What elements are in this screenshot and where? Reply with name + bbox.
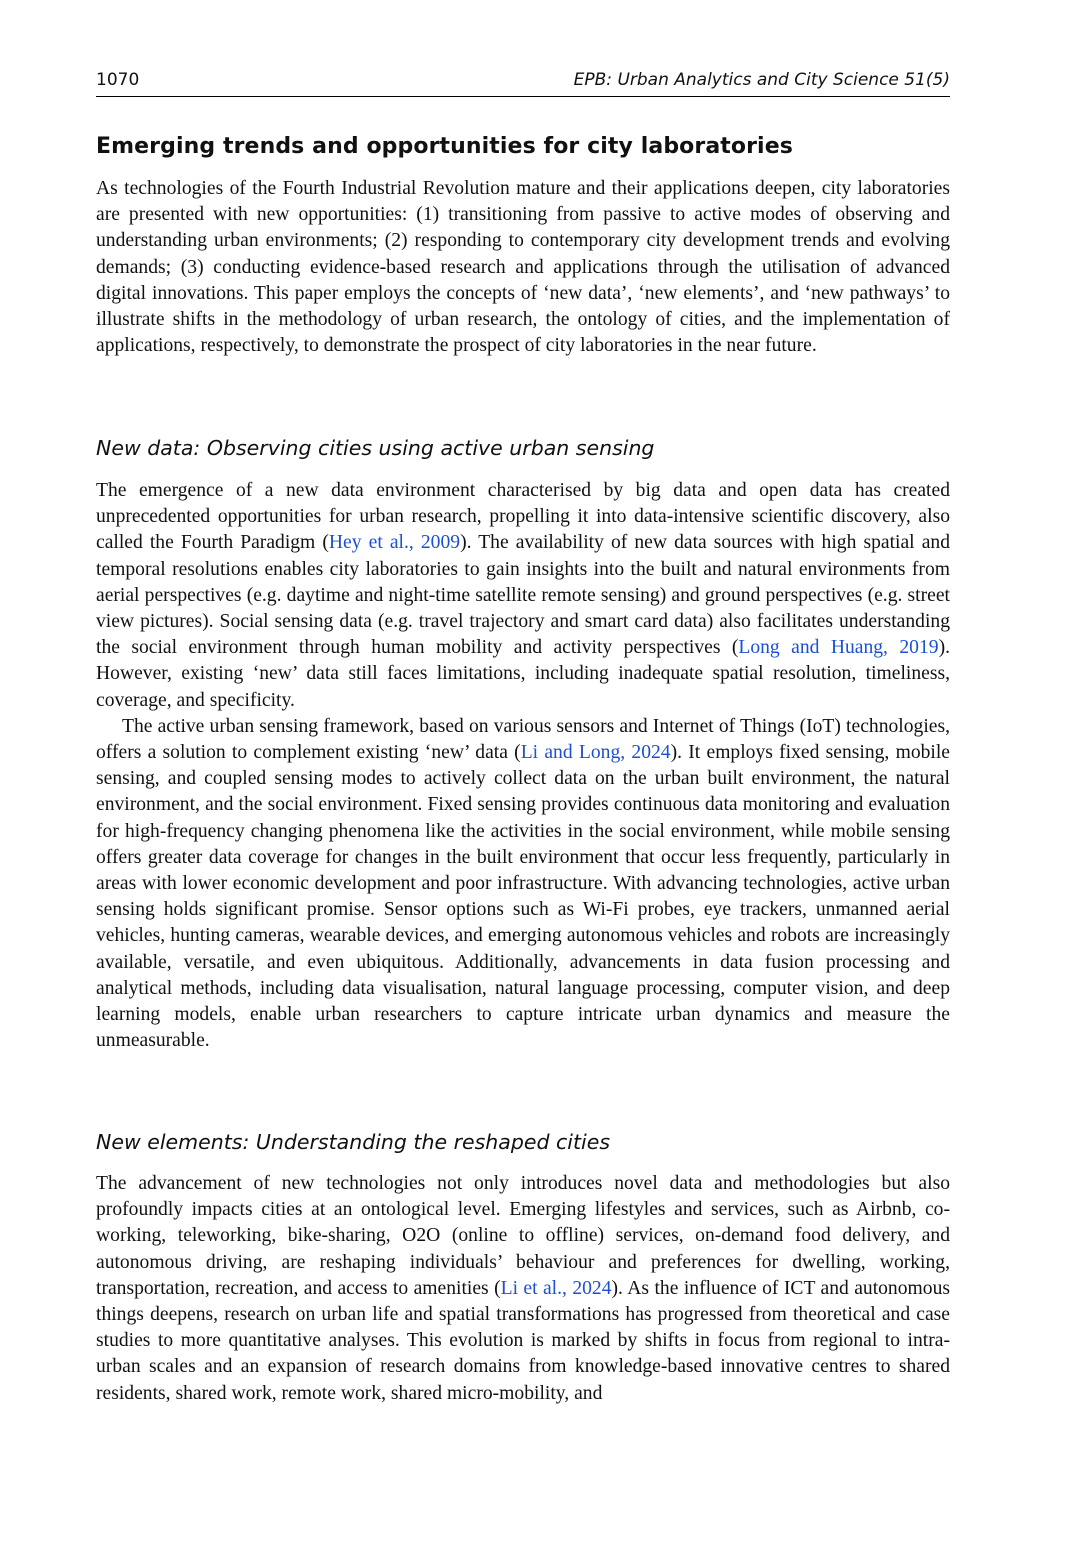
page-number: 1070 — [96, 70, 140, 90]
paragraph — [96, 478, 950, 714]
text-run: ). As the influence of ICT and autonomous things deepens, research on urban life and spatial transformations has progressed from theoretical and case studies to more quantitative analyses. This evolution is marked by shifts in focus from regional to intra-urban scales and an expansion of research domains from knowledge-based innovative centres to shared residents, shared work, remote work, shared micro-mobility, and — [96, 1277, 950, 1404]
paragraph — [96, 1171, 950, 1407]
citation-link[interactable]: Long and Huang, 2019 — [738, 637, 939, 659]
section-title: Emerging trends and opportunities for city laboratories — [96, 134, 793, 159]
citation-link[interactable]: Hey et al., 2009 — [328, 532, 461, 554]
text-run: The emergence of a new data environment characterised by big data and open data has created unprecedented opportunities for urban research, propelling it into data-intensive scientific discovery, also called the Fourth Paradigm ( — [96, 480, 950, 554]
text-run: The active urban sensing framework, based on various sensors and Internet of Things (IoT) technologies, offers a solution to complement existing ‘new’ data ( — [96, 715, 950, 764]
text-run: ). However, existing ‘new’ data still faces limitations, including inadequate spatial resolution, timeliness, coverage, and specificity. — [96, 637, 950, 711]
subsection-title-new-elements: New elements: Understanding the reshaped cities — [96, 1130, 611, 1154]
subsection-title-new-data: New data: Observing cities using active urban sensing — [96, 436, 655, 460]
text-run: The advancement of new technologies not only introduces novel data and methodologies but also profoundly impacts cities at an ontological level. Emerging lifestyles and services, such as Airbnb, co-working, teleworking, bike-sharing, O2O (online to offline) services, on-demand food delivery, and autonomous driving, are reshaping individuals’ behaviour and preferences for dwelling, working, transportation, recreation, and access to amenities ( — [96, 1173, 950, 1299]
journal-title: EPB: Urban Analytics and City Science 51(5) — [573, 70, 950, 90]
paragraph — [96, 714, 950, 1055]
new-elements-body — [96, 1171, 950, 1407]
text-run: ). The availability of new data sources with high spatial and temporal resolutions enables city laboratories to gain insights into the built and natural environments from aerial perspectives (e.g. daytime and night-time satellite remote sensing) and ground perspectives (e.g. street view pictures). Social sensing data (e.g. travel trajectory and smart card data) also facilitates understanding the social environment through human mobility and activity perspectives ( — [96, 532, 950, 659]
new-data-body — [96, 478, 950, 1054]
section-intro — [96, 176, 950, 359]
text-run: ). It employs fixed sensing, mobile sensing, and coupled sensing modes to actively collect data on the urban built environment, the natural environment, and the social environment. Fixed sensing provides continuous data monitoring and evaluation for high-frequency changing phenomena like the activities in the social environment, while mobile sensing offers greater data coverage for changes in the built environment that occur less frequently, particularly in areas with lower economic development and poor infrastructure. With advancing technologies, active urban sensing holds significant promise. Sensor options such as Wi-Fi probes, eye trackers, unmanned aerial vehicles, hunting cameras, wearable devices, and emerging autonomous vehicles and robots are increasingly available, versatile, and even ubiquitous. Additionally, advancements in data fusion processing and analytical methods, including data visualisation, natural language processing, computer vision, and deep learning models, enable urban researchers to capture intricate urban dynamics and measure the unmeasurable. — [96, 742, 951, 1052]
paragraph: As technologies of the Fourth Industrial Revolution mature and their applications deepen, city laboratories are presented with new opportunities: (1) transitioning from passive to active modes of observing and understanding urban environments; (2) responding to contemporary city development trends and evolving demands; (3) conducting evidence-based research and applications through the utilisation of advanced digital innovations. This paper employs the concepts of ‘new data’, ‘new elements’, and ‘new pathways’ to illustrate shifts in the methodology of urban research, the ontology of cities, and the implementation of applications, respectively, to demonstrate the prospect of city laboratories in the near future. — [96, 178, 950, 357]
citation-link[interactable]: Li and Long, 2024 — [520, 742, 671, 764]
running-header — [96, 70, 950, 97]
citation-link[interactable]: Li et al., 2024 — [500, 1277, 612, 1299]
